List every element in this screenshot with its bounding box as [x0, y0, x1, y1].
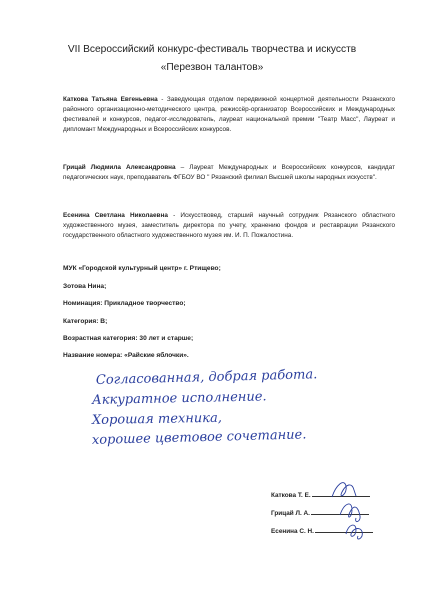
number-title-field: Название номера: «Райские яблочки». [63, 352, 189, 359]
jury-description: - Заведующая отделом передвижной концертной деятельности Рязанского районного организационно-методического центра, режиссёр-организатор Всероссийских и Международных фестивалей и конкурсов, педагог-исследователь, лауреат национальной премии "Театр Масс", Лауреат и дипломант Международных и Всероссийских конкурсов. [63, 96, 395, 133]
handwritten-line-3: Хорошая техника, [91, 410, 223, 428]
category-field: Категория: В; [63, 318, 108, 325]
jury-member-katkova [63, 95, 395, 135]
signature-name: Каткова Т. Е. [271, 492, 311, 499]
signature-line [315, 532, 373, 533]
festival-title: VII Всероссийский конкурс-фестиваль творчества и искусств [67, 44, 357, 55]
nomination-field: Номинация: Прикладное творчество; [63, 300, 186, 307]
festival-subtitle: «Перезвон талантов» [160, 62, 264, 73]
jury-description: – Лауреат Международных и Всероссийских конкурсов, кандидат педагогических наук, преподаватель ФГБОУ ВО " Рязанский филиал Высшей школы народных искусств". [63, 164, 396, 181]
signature-row-esenina [271, 528, 373, 535]
jury-name: Каткова Татьяна Евгеньевна [63, 96, 158, 103]
signature-line [311, 514, 369, 515]
jury-description: - Искусствовед, старший научный сотрудник Рязанского областного художественного музея, заместитель директора по учету, хранению фондов и реставрации Рязанского государственного областного художественного музея им. И. П. Пожалостина. [63, 212, 396, 239]
age-category-field: Возрастная категория: 30 лет и старше; [63, 335, 194, 342]
signature-row-katkova [271, 492, 370, 499]
signature-line [312, 496, 370, 497]
jury-name: Грицай Людмила Александровна [63, 164, 176, 171]
handwritten-line-4: хорошее цветовое сочетание. [91, 427, 307, 448]
jury-member-esenina [63, 211, 395, 241]
signature-name: Грицай Л. А. [271, 510, 310, 517]
organization-field: МУК «Городской культурный центр» г. Ртищево; [63, 265, 221, 272]
participant-field: Зотова Нина; [63, 283, 107, 290]
handwritten-line-2: Аккуратное исполнение. [91, 389, 267, 408]
jury-member-gritsai [63, 163, 395, 183]
jury-name: Есенина Светлана Николаевна [63, 212, 168, 219]
signature-name: Есенина С. Н. [271, 528, 314, 535]
signature-row-gritsai [271, 510, 369, 517]
handwritten-line-1: Согласованная, добрая работа. [95, 367, 318, 388]
